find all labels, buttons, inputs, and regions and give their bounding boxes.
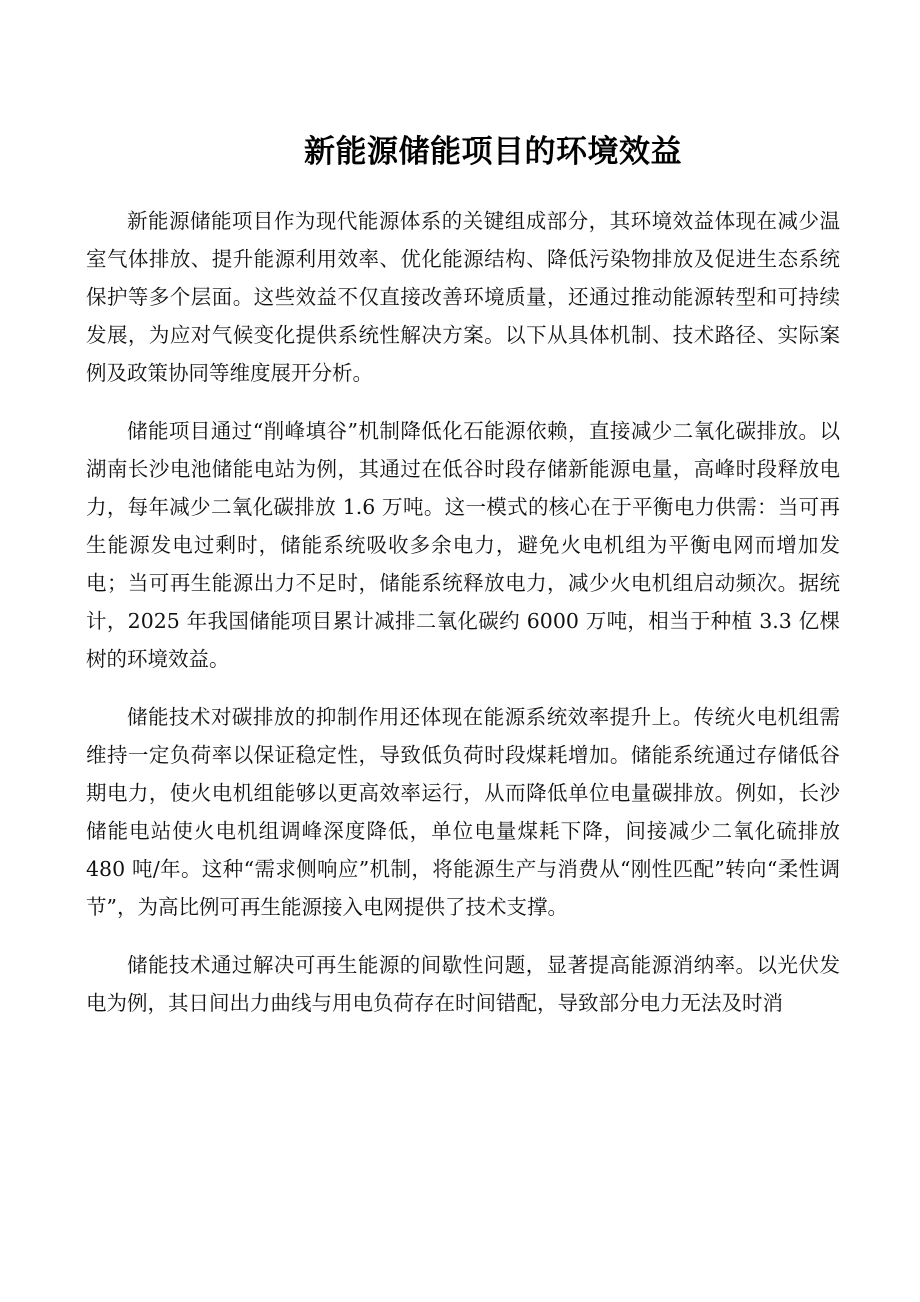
document-title: 新能源储能项目的环境效益 [304, 134, 682, 170]
paragraph-intro: 新能源储能项目作为现代能源体系的关键组成部分，其环境效益体现在减少温室气体排放、提升能源利用效率、优化能源结构、降低污染物排放及促进生态系统保护等多个层面。这些效益不仅直接改善环境质量，还通过推动能源转型和可持续发展，为应对气候变化提供系统性解决方案。以下从具体机制、技术路径、实际案例及政策协同等维度展开分析。 [86, 209, 840, 385]
paragraph-peak-shaving: 储能项目通过“削峰填谷”机制降低化石能源依赖，直接减少二氧化碳排放。以湖南长沙电池储能电站为例，其通过在低谷时段存储新能源电量，高峰时段释放电力，每年减少二氧化碳排放 1.6 万吨。这一模式的核心在于平衡电力供需：当可再生能源发电过剩时，储能系统吸收多余电力，避免火电机组为平衡电网而增加发电；当可再生能源出力不足时，储能系统释放电力，减少火电机组启动频次。据统计，2025 年我国储能项目累计减排二氧化碳约 6000 万吨，相当于种植 3.3 亿棵树的环境效益。 [86, 419, 840, 671]
paragraph-efficiency: 储能技术对碳排放的抑制作用还体现在能源系统效率提升上。传统火电机组需维持一定负荷率以保证稳定性，导致低负荷时段煤耗增加。储能系统通过存储低谷期电力，使火电机组能够以更高效率运行，从而降低单位电量碳排放。例如，长沙储能电站使火电机组调峰深度降低，单位电量煤耗下降，间接减少二氧化硫排放 480 吨/年。这种“需求侧响应”机制，将能源生产与消费从“刚性匹配”转向“柔性调节”，为高比例可再生能源接入电网提供了技术支撑。 [86, 705, 840, 919]
paragraph-consumption: 储能技术通过解决可再生能源的间歇性问题，显著提高能源消纳率。以光伏发电为例，其日间出力曲线与用电负荷存在时间错配，导致部分电力无法及时消 [86, 953, 840, 1015]
document-body [86, 202, 840, 1042]
